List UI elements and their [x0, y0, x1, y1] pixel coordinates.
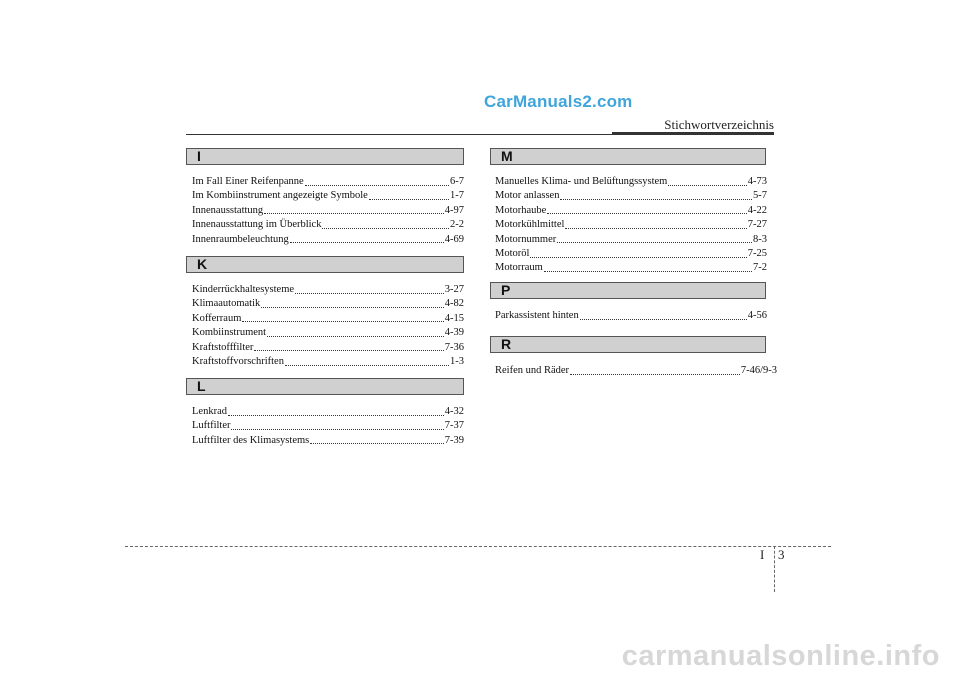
- section-letter: M: [501, 148, 513, 164]
- entry-term: Reifen und Räder: [495, 365, 570, 376]
- section-list-p: [495, 309, 767, 323]
- section-list-r: [495, 364, 777, 378]
- index-entry: [192, 233, 464, 247]
- section-header-l: [186, 378, 464, 395]
- header-rule-accent: [612, 132, 774, 135]
- index-entry: [495, 247, 767, 261]
- leader-dots: [295, 293, 444, 294]
- entry-term: Kinderrückhaltesysteme: [192, 284, 295, 295]
- leader-dots: [261, 307, 444, 308]
- header-title: Stichwortverzeichnis: [664, 117, 774, 132]
- watermark-bottom: carmanualsonline.info: [621, 640, 940, 672]
- entry-page: 7-36: [444, 341, 464, 353]
- entry-term: Motorkühlmittel: [495, 219, 565, 231]
- entry-page: 8-3: [753, 233, 767, 245]
- index-entry: [192, 312, 464, 326]
- entry-page: 1-7: [450, 190, 464, 202]
- entry-term: Kraftstofffilter: [192, 341, 254, 353]
- index-entry: [192, 175, 464, 189]
- entry-term: Luftfilter: [192, 420, 231, 432]
- index-entry: [192, 434, 464, 448]
- entry-term: Kofferraum: [192, 312, 242, 324]
- index-entry: [192, 419, 464, 433]
- index-entry: [495, 189, 767, 203]
- leader-dots: [267, 336, 444, 337]
- entry-page: 7-37: [444, 420, 464, 432]
- index-entry: [495, 364, 777, 378]
- section-letter: P: [501, 282, 511, 298]
- leader-dots: [557, 242, 752, 243]
- index-entry: [192, 189, 464, 203]
- index-entry: [192, 341, 464, 355]
- leader-dots: [310, 443, 444, 444]
- leader-dots: [560, 199, 752, 200]
- entry-page: 2-2: [450, 219, 464, 231]
- entry-page: 4-73: [747, 176, 767, 187]
- section-letter: L: [197, 378, 206, 394]
- entry-page: 4-97: [444, 204, 464, 216]
- section-list-i: [192, 175, 464, 247]
- section-letter: K: [197, 256, 208, 272]
- leader-dots: [544, 271, 752, 272]
- leader-dots: [228, 415, 444, 416]
- index-entry: [495, 218, 767, 232]
- entry-term: Innenausstattung: [192, 204, 264, 216]
- entry-page: 4-39: [444, 327, 464, 339]
- section-list-k: [192, 283, 464, 369]
- entry-term: Kombiinstrument: [192, 327, 267, 339]
- leader-dots: [547, 213, 746, 214]
- entry-page: 4-22: [747, 204, 767, 216]
- entry-term: Innenraumbeleuchtung: [192, 233, 289, 245]
- entry-page: 4-56: [747, 310, 767, 321]
- entry-term: Motor anlassen: [495, 190, 560, 202]
- entry-page: 7-27: [747, 219, 767, 231]
- leader-dots: [290, 242, 444, 243]
- page-number: 3: [778, 547, 785, 562]
- footer-section-letter: I: [760, 547, 765, 562]
- index-entry: [192, 283, 464, 297]
- entry-page: 7-2: [753, 262, 767, 274]
- index-entry: [495, 309, 767, 323]
- entry-page: 5-7: [753, 190, 767, 202]
- section-header-i: [186, 148, 464, 165]
- index-entry: [192, 297, 464, 311]
- index-entry: [495, 233, 767, 247]
- section-header-r: [490, 336, 766, 353]
- leader-dots: [580, 319, 747, 320]
- index-entry: [192, 326, 464, 340]
- index-entry: [192, 218, 464, 232]
- entry-page: 6-7: [450, 176, 464, 187]
- entry-page: 1-3: [450, 355, 464, 367]
- section-letter: R: [501, 336, 512, 352]
- leader-dots: [565, 228, 746, 229]
- entry-page: 7-46/9-3: [740, 365, 777, 376]
- leader-dots: [305, 185, 449, 186]
- leader-dots: [668, 185, 746, 186]
- entry-page: 7-39: [444, 434, 464, 446]
- entry-term: Parkassistent hinten: [495, 310, 579, 321]
- index-entry: [192, 355, 464, 369]
- leader-dots: [570, 374, 740, 375]
- footer-divider: [774, 546, 775, 592]
- leader-dots: [369, 199, 449, 200]
- index-entry: [495, 175, 767, 189]
- entry-page: 4-82: [444, 298, 464, 310]
- entry-term: Motoröl: [495, 247, 530, 259]
- entry-term: Motornummer: [495, 233, 557, 245]
- section-list-l: [192, 405, 464, 448]
- leader-dots: [231, 429, 443, 430]
- entry-term: Luftfilter des Klimasystems: [192, 434, 310, 446]
- entry-page: 7-25: [747, 247, 767, 259]
- section-header-m: [490, 148, 766, 165]
- leader-dots: [264, 213, 444, 214]
- entry-page: 4-69: [444, 233, 464, 245]
- entry-term: Im Kombiinstrument angezeigte Symbole: [192, 190, 368, 202]
- leader-dots: [254, 350, 443, 351]
- entry-page: 3-27: [444, 284, 464, 295]
- entry-term: Im Fall Einer Reifenpanne: [192, 176, 304, 187]
- leader-dots: [322, 228, 449, 229]
- entry-term: Motorhaube: [495, 204, 547, 216]
- entry-term: Innenausstattung im Überblick: [192, 219, 322, 231]
- entry-term: Klimaautomatik: [192, 298, 261, 310]
- entry-page: 4-32: [444, 406, 464, 417]
- index-entry: [495, 204, 767, 218]
- leader-dots: [242, 321, 443, 322]
- section-header-p: [490, 282, 766, 299]
- footer-rule: [125, 546, 831, 547]
- index-entry: [192, 204, 464, 218]
- watermark-top: CarManuals2.com: [484, 92, 633, 111]
- entry-term: Motorraum: [495, 262, 543, 274]
- entry-page: 4-15: [444, 312, 464, 324]
- leader-dots: [285, 365, 449, 366]
- index-entry: [495, 261, 767, 275]
- index-entry: [192, 405, 464, 419]
- section-header-k: [186, 256, 464, 273]
- section-letter: I: [197, 148, 201, 164]
- entry-term: Manuelles Klima- und Belüftungssystem: [495, 176, 668, 187]
- entry-term: Kraftstoffvorschriften: [192, 355, 284, 367]
- leader-dots: [530, 257, 746, 258]
- entry-term: Lenkrad: [192, 406, 227, 417]
- section-list-m: [495, 175, 767, 276]
